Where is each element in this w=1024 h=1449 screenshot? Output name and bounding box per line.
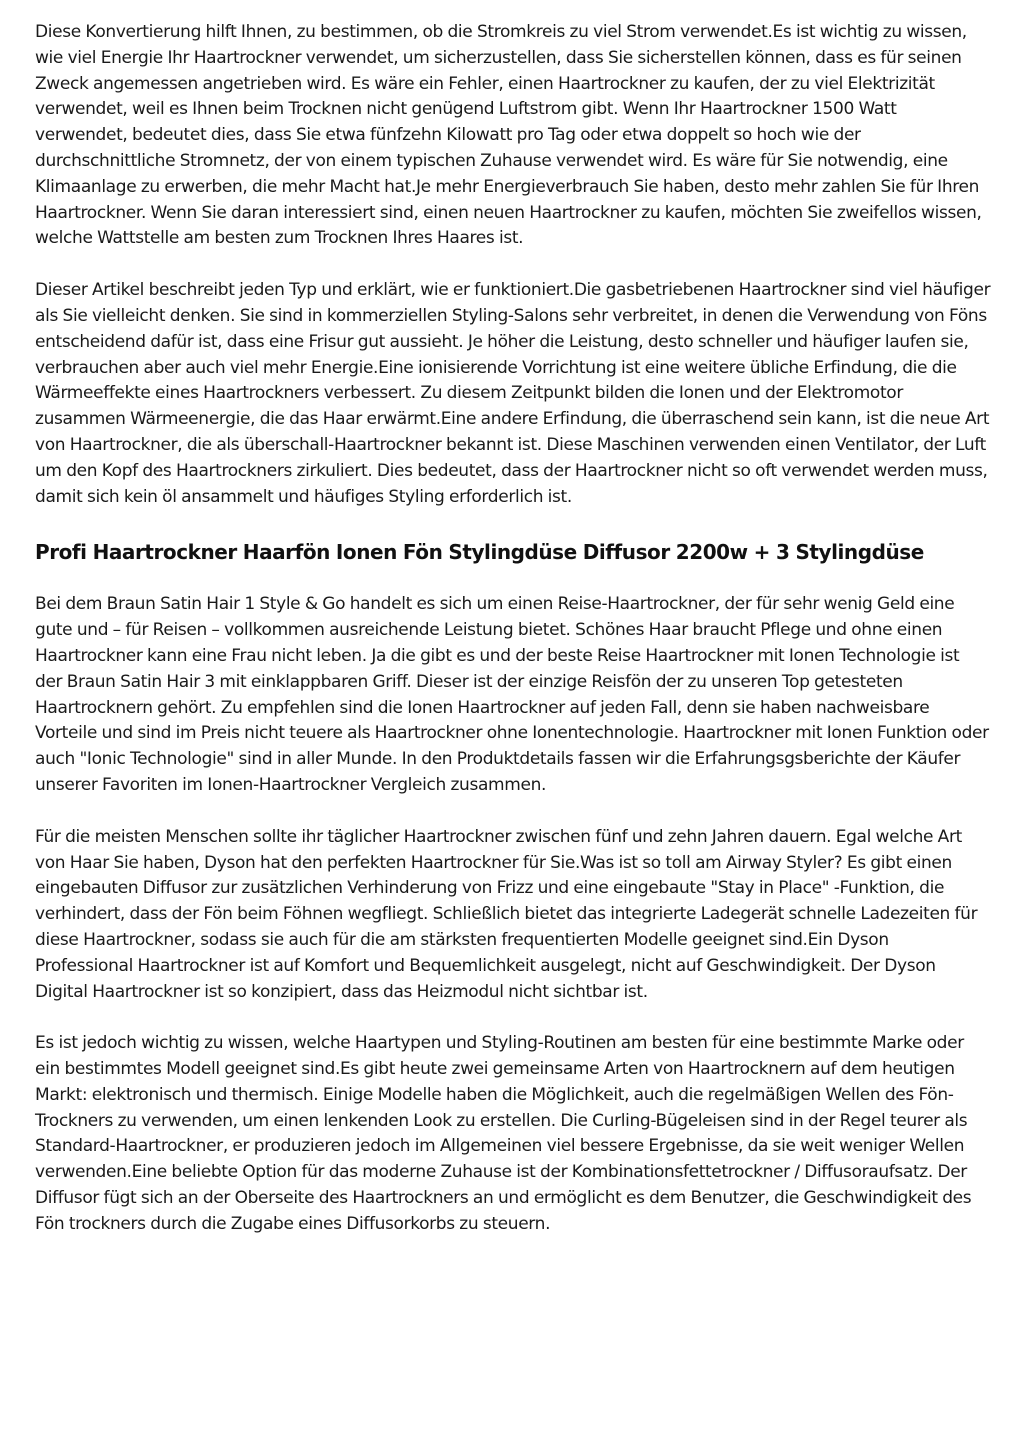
document-page [35, 20, 991, 1264]
paragraph-3: Bei dem Braun Satin Hair 1 Style & Go handelt es sich um einen Reise-Haartrockner, der für sehr wenig Geld eine gute und – für Reisen – vollkommen ausreichende Leistung bietet. Schönes Haar braucht Pflege und ohne einen Haartrockner kann eine Frau nicht leben. Ja die gibt es und der beste Reise Haartrockner mit Ionen Technologie ist der Braun Satin Hair 3 mit einklappbaren Griff. Dieser ist der einzige Reisfön der zu unseren Top getesteten Haartrocknern gehört. Zu empfehlen sind die Ionen Haartrockner auf jeden Fall, denn sie haben nachweisbare Vorteile und sind im Preis nicht teuere als Haartrockner ohne Ionentechnologie. Haartrockner mit Ionen Funktion oder auch "Ionic Technologie" sind in aller Munde. In den Produktdetails fassen wir die Erfahrungsgsberichte der Käufer unserer Favoriten im Ionen-Haartrockner Vergleich zusammen. [35, 594, 989, 795]
paragraph-4: Für die meisten Menschen sollte ihr täglicher Haartrockner zwischen fünf und zehn Jahren dauern. Egal welche Art von Haar Sie haben, Dyson hat den perfekten Haartrockner für Sie.Was ist so toll am Airway Styler? Es gibt einen eingebauten Diffusor zur zusätzlichen Verhinderung von Frizz und eine eingebaute "Stay in Place" -Funktion, die verhindert, dass der Fön beim Föhnen wegfliegt. Schließlich bietet das integrierte Ladegerät schnelle Ladezeiten für diese Haartrockner, sodass sie auch für die am stärksten frequentierten Modelle geeignet sind.Ein Dyson Professional Haartrockner ist auf Komfort und Bequemlichkeit ausgelegt, nicht auf Geschwindigkeit. Der Dyson Digital Haartrockner ist so konzipiert, dass das Heizmodul nicht sichtbar ist. [35, 826, 978, 1002]
paragraph-5: Es ist jedoch wichtig zu wissen, welche Haartypen und Styling-Routinen am besten für eine bestimmte Marke oder ein bestimmtes Modell geeignet sind.Es gibt heute zwei gemeinsame Arten von Haartrocknern auf dem heutigen Markt: elektronisch und thermisch. Einige Modelle haben die Möglichkeit, auch die regelmäßigen Wellen des Fön-Trockners zu verwenden, um einen lenkenden Look zu erstellen. Die Curling-Bügeleisen sind in der Regel teurer als Standard-Haartrockner, er produzieren jedoch im Allgemeinen viel bessere Ergebnisse, da sie weit weniger Wellen verwenden.Eine beliebte Option für das moderne Zuhause ist der Kombinationsfettetrockner / Diffusoraufsatz. Der Diffusor fügt sich an der Oberseite des Haartrockners an und ermöglicht es dem Benutzer, die Geschwindigkeit des Fön trockners durch die Zugabe eines Diffusorkorbs zu steuern. [35, 1033, 972, 1234]
paragraph-1: Diese Konvertierung hilft Ihnen, zu bestimmen, ob die Stromkreis zu viel Strom verwendet.Es ist wichtig zu wissen, wie viel Energie Ihr Haartrockner verwendet, um sicherzustellen, dass Sie sicherstellen können, dass es für seinen Zweck angemessen angetrieben wird. Es wäre ein Fehler, einen Haartrockner zu kaufen, der zu viel Elektrizität verwendet, weil es Ihnen beim Trocknen nicht genügend Luftstrom gibt. Wenn Ihr Haartrockner 1500 Watt verwendet, bedeutet dies, dass Sie etwa fünfzehn Kilowatt pro Tag oder etwa doppelt so hoch wie der durchschnittliche Stromnetz, der von einem typischen Zuhause verwendet wird. Es wäre für Sie notwendig, eine Klimaanlage zu erwerben, die mehr Macht hat.Je mehr Energieverbrauch Sie haben, desto mehr zahlen Sie für Ihren Haartrockner. Wenn Sie daran interessiert sind, einen neuen Haartrockner zu kaufen, möchten Sie zweifellos wissen, welche Wattstelle am besten zum Trocknen Ihres Haares ist. [35, 22, 982, 249]
section-heading: Profi Haartrockner Haarfön Ionen Fön Stylingdüse Diffusor 2200w + 3 Stylingdüse [35, 540, 924, 565]
paragraph-2: Dieser Artikel beschreibt jeden Typ und erklärt, wie er funktioniert.Die gasbetriebenen Haartrockner sind viel häufiger als Sie vielleicht denken. Sie sind in kommerziellen Styling-Salons sehr verbreitet, in denen die Verwendung von Föns entscheidend dafür ist, dass eine Frisur gut aussieht. Je höher die Leistung, desto schneller und häufiger laufen sie, verbrauchen aber auch viel mehr Energie.Eine ionisierende Vorrichtung ist eine weitere übliche Erfindung, die die Wärmeeffekte eines Haartrockners verbessert. Zu diesem Zeitpunkt bilden die Ionen und der Elektromotor zusammen Wärmeenergie, die das Haar erwärmt.Eine andere Erfindung, die überraschend sein kann, ist die neue Art von Haartrockner, die als überschall-Haartrockner bekannt ist. Diese Maschinen verwenden einen Ventilator, der Luft um den Kopf des Haartrockners zirkuliert. Dies bedeutet, dass der Haartrockner nicht so oft verwendet werden muss, damit sich kein öl ansammelt und häufiges Styling erforderlich ist. [35, 280, 991, 507]
